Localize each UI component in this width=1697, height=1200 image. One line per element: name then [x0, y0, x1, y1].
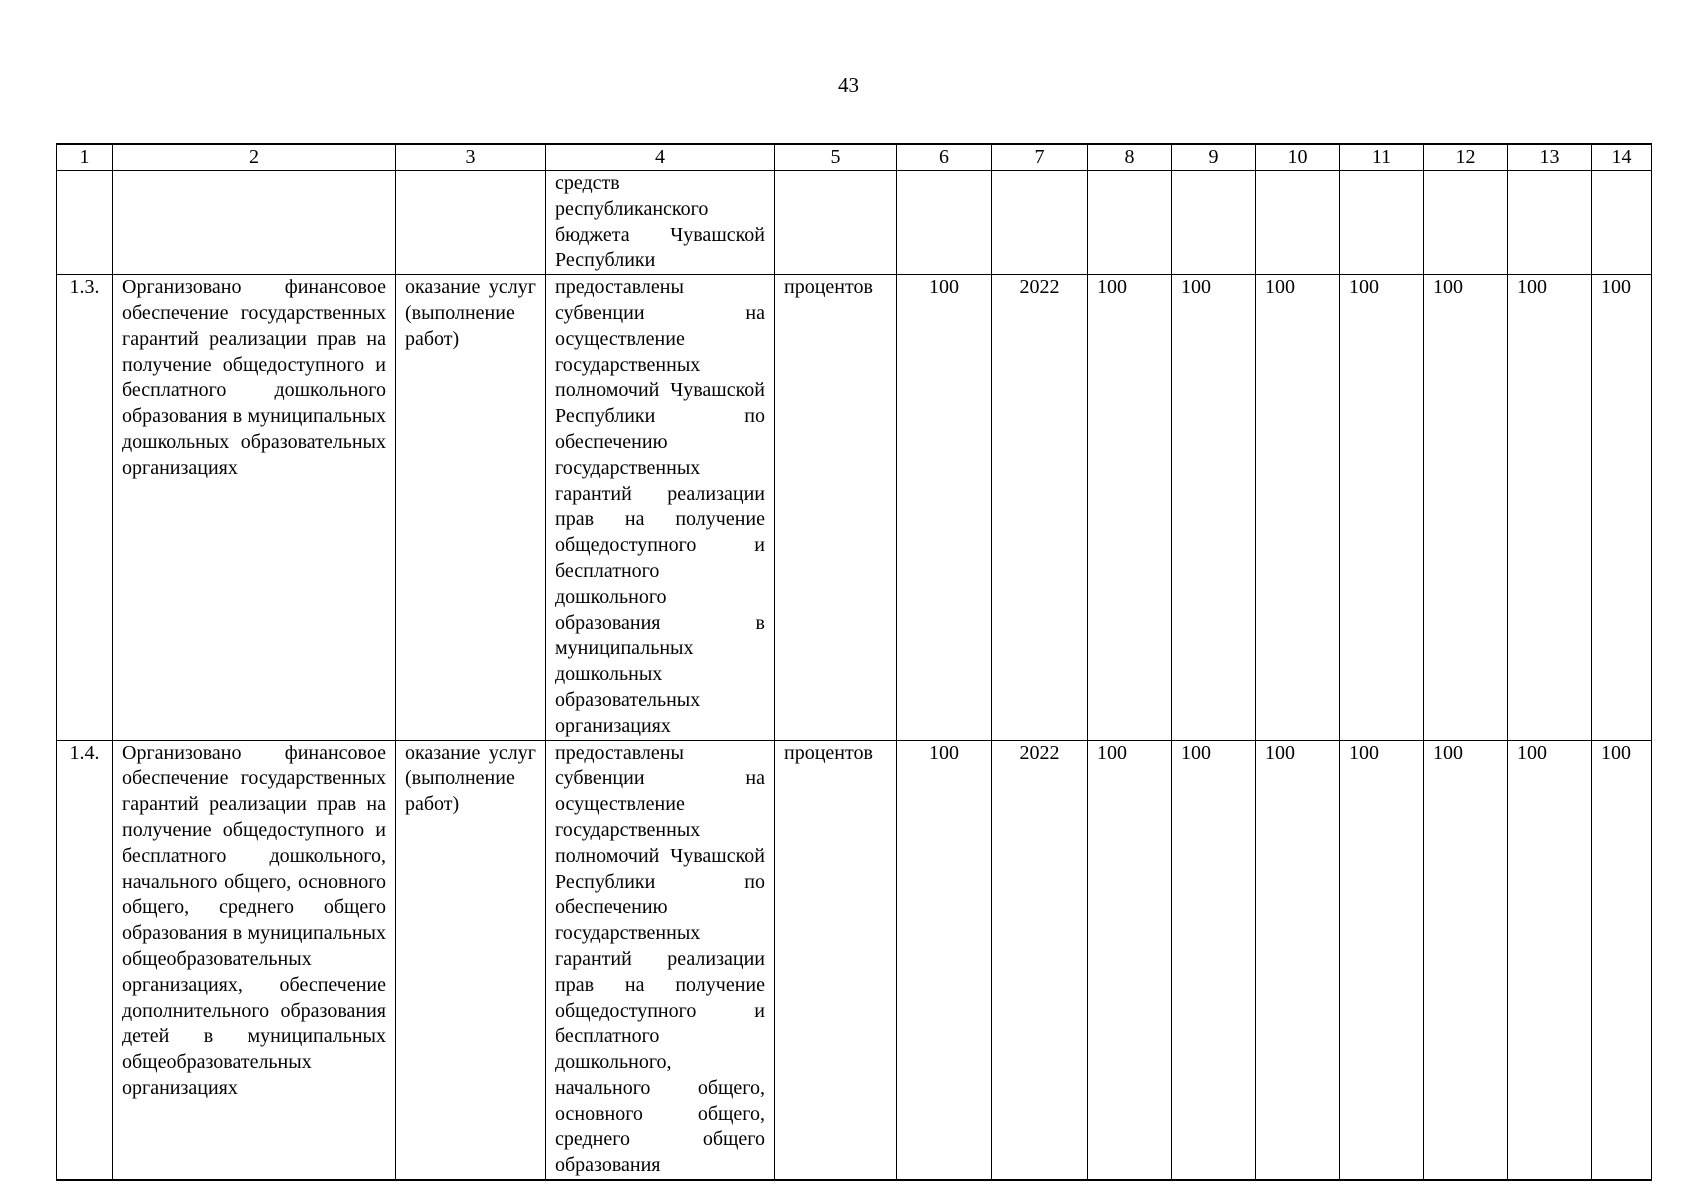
- col-header-4: 4: [546, 144, 775, 171]
- col-header-8: 8: [1088, 144, 1172, 171]
- row-value-9: 100: [1172, 740, 1256, 1180]
- row-number: 1.3.: [57, 275, 113, 740]
- row-value-6: 100: [897, 740, 992, 1180]
- row-value-12: 100: [1424, 275, 1508, 740]
- col-header-11: 11: [1340, 144, 1424, 171]
- row-value-9: 100: [1172, 275, 1256, 740]
- col-header-2: 2: [113, 144, 396, 171]
- col-header-1: 1: [57, 144, 113, 171]
- row-value-14: 100: [1592, 275, 1652, 740]
- col-header-12: 12: [1424, 144, 1508, 171]
- header-row: [57, 144, 1652, 171]
- document-table: [56, 143, 1652, 1181]
- row-year: 2022: [992, 740, 1088, 1180]
- row-year: 2022: [992, 275, 1088, 740]
- col-header-10: 10: [1256, 144, 1340, 171]
- col-header-5: 5: [775, 144, 897, 171]
- row-value-14: 100: [1592, 740, 1652, 1180]
- col-header-14: 14: [1592, 144, 1652, 171]
- row-unit: процентов: [775, 275, 897, 740]
- row-type: оказание услуг (выполнение работ): [396, 740, 546, 1180]
- row-description: предоставлены субвенции на осуществление государственных полномочий Чувашской Республики по обеспечению государственных гарантий реализации прав на получение общедоступного и бесплатного дошкольного, начального общего, основного общего, среднего общего образования: [546, 740, 775, 1180]
- row-value-8: 100: [1088, 740, 1172, 1180]
- row-name: Организовано финансовое обеспечение государственных гарантий реализации прав на получение общедоступного и бесплатного дошкольного, начального общего, основного общего, среднего общего образования в муниципальных общеобразовательных организациях, обеспечение дополнительного образования детей в муниципальных общеобразовательных организациях: [113, 740, 396, 1180]
- row-value-13: 100: [1508, 740, 1592, 1180]
- row-value-11: 100: [1340, 740, 1424, 1180]
- row-type: оказание услуг (выполнение работ): [396, 275, 546, 740]
- row-value-6: 100: [897, 275, 992, 740]
- row-value-8: 100: [1088, 275, 1172, 740]
- row-number: 1.4.: [57, 740, 113, 1180]
- row-description: предоставлены субвенции на осуществление государственных полномочий Чувашской Республики по обеспечению государственных гарантий реализации прав на получение общедоступного и бесплатного дошкольного образования в муниципальных дошкольных образовательных организациях: [546, 275, 775, 740]
- row-name: Организовано финансовое обеспечение государственных гарантий реализации прав на получение общедоступного и бесплатного дошкольного образования в муниципальных дошкольных образовательных организациях: [113, 275, 396, 740]
- col-header-6: 6: [897, 144, 992, 171]
- row-value-13: 100: [1508, 275, 1592, 740]
- col-header-3: 3: [396, 144, 546, 171]
- table-row: [57, 740, 1652, 1180]
- row-value-11: 100: [1340, 275, 1424, 740]
- continuation-description: средств республиканского бюджета Чувашской Республики: [546, 171, 775, 275]
- page-number: 43: [838, 73, 859, 97]
- row-value-10: 100: [1256, 740, 1340, 1180]
- col-header-9: 9: [1172, 144, 1256, 171]
- table-row-continuation: [57, 171, 1652, 275]
- table-row: [57, 275, 1652, 740]
- row-value-10: 100: [1256, 275, 1340, 740]
- col-header-13: 13: [1508, 144, 1592, 171]
- col-header-7: 7: [992, 144, 1088, 171]
- row-value-12: 100: [1424, 740, 1508, 1180]
- row-unit: процентов: [775, 740, 897, 1180]
